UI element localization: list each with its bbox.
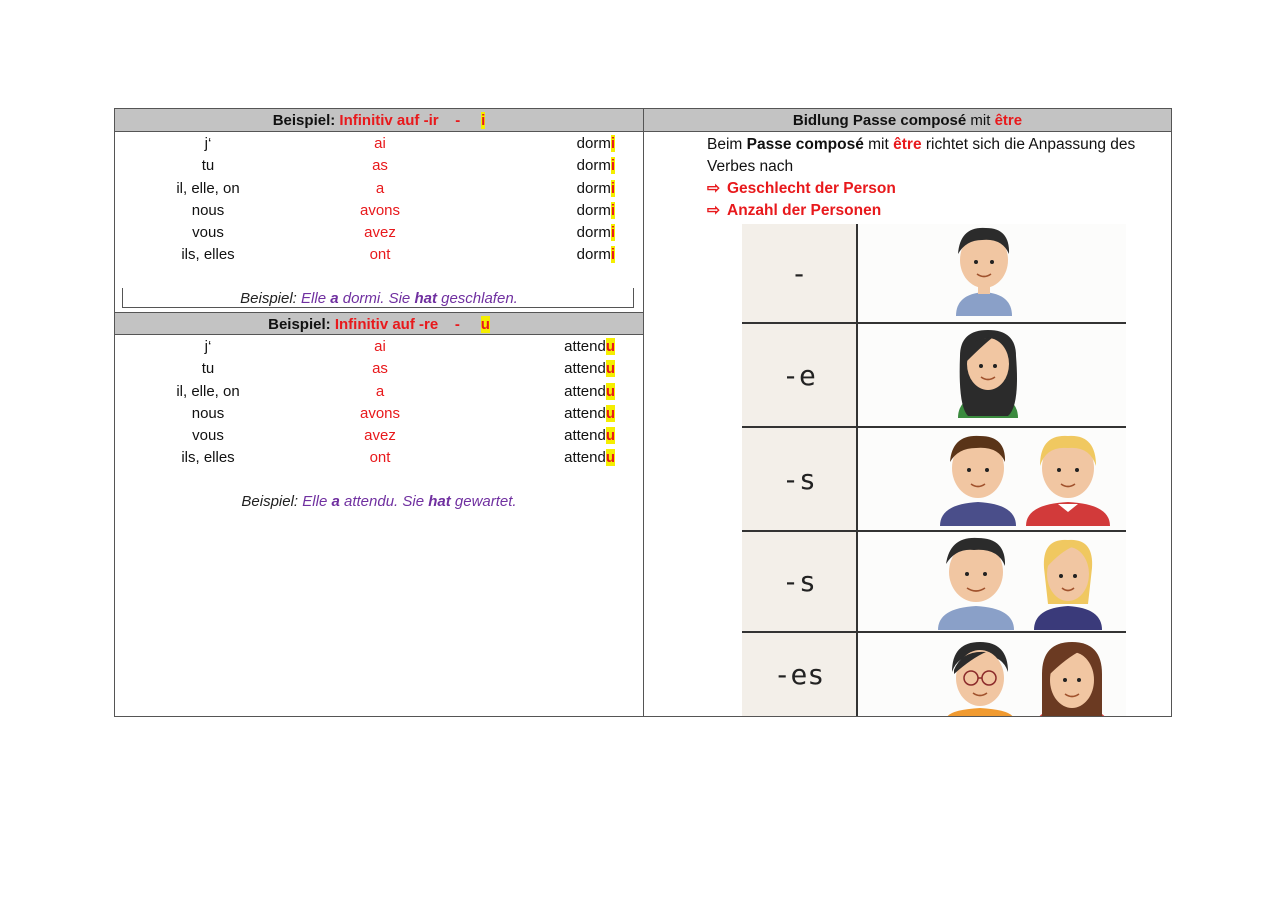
etre-section-header xyxy=(644,109,1171,132)
participle-ending: u xyxy=(605,449,615,467)
agreement-chart xyxy=(742,224,1128,716)
pronoun: tu xyxy=(201,157,215,175)
participle xyxy=(495,224,615,241)
header-title: Bidlung Passe composé xyxy=(792,112,967,129)
pronoun: ils, elles xyxy=(181,449,235,467)
header-mit: mit xyxy=(970,112,991,129)
auxiliary: avez xyxy=(364,427,396,445)
bullet-text: Anzahl der Personen xyxy=(727,202,882,219)
auxiliary: avez xyxy=(364,224,396,242)
example-text: geschlafen. xyxy=(441,290,518,307)
header-label: Beispiel: xyxy=(272,112,336,129)
boy-avatar xyxy=(938,538,1014,630)
participle-ending: u xyxy=(605,338,615,355)
auxiliary: avons xyxy=(359,201,401,219)
participle xyxy=(495,360,615,377)
bullet-text: Geschlecht der Person xyxy=(727,180,896,197)
conjugation-row xyxy=(115,403,643,425)
participle-ending: i xyxy=(610,246,615,264)
auxiliary: as xyxy=(372,360,388,378)
participle-ending: u xyxy=(605,404,615,422)
participle-stem: dorm xyxy=(576,224,611,242)
example-label: Beispiel: xyxy=(240,290,297,307)
header-infinitive: Infinitiv auf -re xyxy=(334,316,439,333)
conjugation-row xyxy=(115,447,643,469)
example-text: gewartet. xyxy=(454,493,517,510)
participle xyxy=(495,405,615,422)
pronoun: j‘ xyxy=(204,338,212,355)
participle-stem: dorm xyxy=(576,201,611,219)
auxiliary: a xyxy=(375,382,385,400)
ir-section-header xyxy=(115,109,643,132)
pronoun: vous xyxy=(192,224,224,242)
example-text: dormi. Sie xyxy=(342,290,411,307)
glasses-girl-avatar xyxy=(946,642,1014,716)
example-text: attendu. Sie xyxy=(343,493,425,510)
participle-ending: u xyxy=(605,427,615,445)
re-section-header xyxy=(115,312,643,335)
pronoun: ils, elles xyxy=(181,246,235,264)
conjugation-row xyxy=(115,155,643,177)
conjugation-row xyxy=(115,178,643,200)
blond-girl-avatar xyxy=(1034,540,1102,630)
header-dash: - xyxy=(454,316,460,333)
pronoun: nous xyxy=(191,201,225,219)
participle xyxy=(495,383,615,400)
example-hat: hat xyxy=(428,493,451,510)
intro-text: richtet sich die Anpassung des Verbes nach xyxy=(707,136,1136,175)
girl-avatar xyxy=(958,330,1018,418)
participle xyxy=(495,338,615,355)
participle-stem: attend xyxy=(564,338,606,355)
auxiliary: as xyxy=(372,157,388,175)
participle xyxy=(495,157,615,174)
example-text: Elle xyxy=(301,290,327,307)
header-label: Beispiel: xyxy=(268,316,331,333)
participle xyxy=(495,202,615,219)
example-text: Elle xyxy=(302,493,328,510)
header-etre: être xyxy=(994,112,1023,129)
participle-stem: attend xyxy=(564,427,606,445)
conjugation-row xyxy=(115,358,643,380)
participle-ending: i xyxy=(610,224,615,242)
ir-conjugation-table xyxy=(115,133,643,267)
blond-girl-avatar xyxy=(1026,436,1110,526)
participle-stem: dorm xyxy=(576,246,611,264)
intro-text: Beim xyxy=(707,136,743,153)
participle xyxy=(495,246,615,263)
ending-label: -s xyxy=(782,565,816,598)
brown-girl-avatar xyxy=(1038,642,1106,716)
participle-stem: attend xyxy=(564,360,606,378)
document-table xyxy=(114,108,1172,717)
participle-ending: u xyxy=(605,382,615,400)
arrow-right-icon: ⇨ xyxy=(707,180,720,197)
participle xyxy=(495,180,615,197)
re-example xyxy=(115,493,643,510)
conjugation-row xyxy=(115,200,643,222)
etre-intro xyxy=(644,132,1171,178)
example-aux: a xyxy=(331,493,340,510)
pronoun: il, elle, on xyxy=(176,179,240,197)
auxiliary: ai xyxy=(374,338,386,355)
participle-stem: attend xyxy=(564,449,606,467)
example-hat: hat xyxy=(414,290,437,307)
bullet-number xyxy=(644,200,1171,222)
participle-stem: dorm xyxy=(576,157,611,175)
participle xyxy=(495,449,615,466)
ending-label: -e xyxy=(782,358,816,392)
participle-stem: dorm xyxy=(576,135,611,152)
intro-etre: être xyxy=(893,136,922,153)
participle xyxy=(495,427,615,444)
example-label: Beispiel: xyxy=(241,493,299,510)
intro-passe-compose: Passe composé xyxy=(746,136,864,153)
pronoun: vous xyxy=(192,427,224,445)
auxiliary: ai xyxy=(374,135,386,152)
auxiliary: ont xyxy=(369,246,391,264)
boy-avatar xyxy=(956,228,1012,316)
pronoun: j‘ xyxy=(204,135,212,152)
boy-avatar xyxy=(940,436,1016,526)
header-dash: - xyxy=(455,112,461,129)
ending-label: - xyxy=(790,256,808,290)
ending-label: -s xyxy=(782,462,816,496)
participle-ending: i xyxy=(610,201,615,219)
conjugation-row xyxy=(115,336,643,358)
participle-stem: dorm xyxy=(576,179,611,197)
participle-ending: i xyxy=(610,135,615,152)
people-illustrations xyxy=(742,224,1128,716)
pronoun: il, elle, on xyxy=(176,382,240,400)
arrow-right-icon: ⇨ xyxy=(707,202,720,219)
re-conjugation-table xyxy=(115,336,643,470)
header-ending: u xyxy=(480,316,490,333)
conjugation-row xyxy=(115,133,643,155)
conjugation-row xyxy=(115,425,643,447)
header-ending: i xyxy=(481,112,486,129)
participle-stem: attend xyxy=(564,404,606,422)
conjugation-row xyxy=(115,222,643,244)
example-aux: a xyxy=(330,290,339,307)
participle-ending: i xyxy=(610,179,615,197)
pronoun: nous xyxy=(191,404,225,422)
intro-text: mit xyxy=(868,136,889,153)
participle xyxy=(495,135,615,152)
ir-example xyxy=(115,290,643,307)
right-column xyxy=(644,109,1171,716)
conjugation-row xyxy=(115,381,643,403)
auxiliary: ont xyxy=(369,449,391,467)
conjugation-row xyxy=(115,244,643,266)
auxiliary: a xyxy=(375,179,385,197)
pronoun: tu xyxy=(201,360,215,378)
participle-ending: i xyxy=(610,157,615,175)
bullet-gender xyxy=(644,178,1171,200)
left-column xyxy=(115,109,644,716)
auxiliary: avons xyxy=(359,404,401,422)
participle-ending: u xyxy=(605,360,615,378)
ending-label: -es xyxy=(773,658,825,691)
header-infinitive: Infinitiv auf -ir xyxy=(339,112,439,129)
participle-stem: attend xyxy=(564,382,606,400)
